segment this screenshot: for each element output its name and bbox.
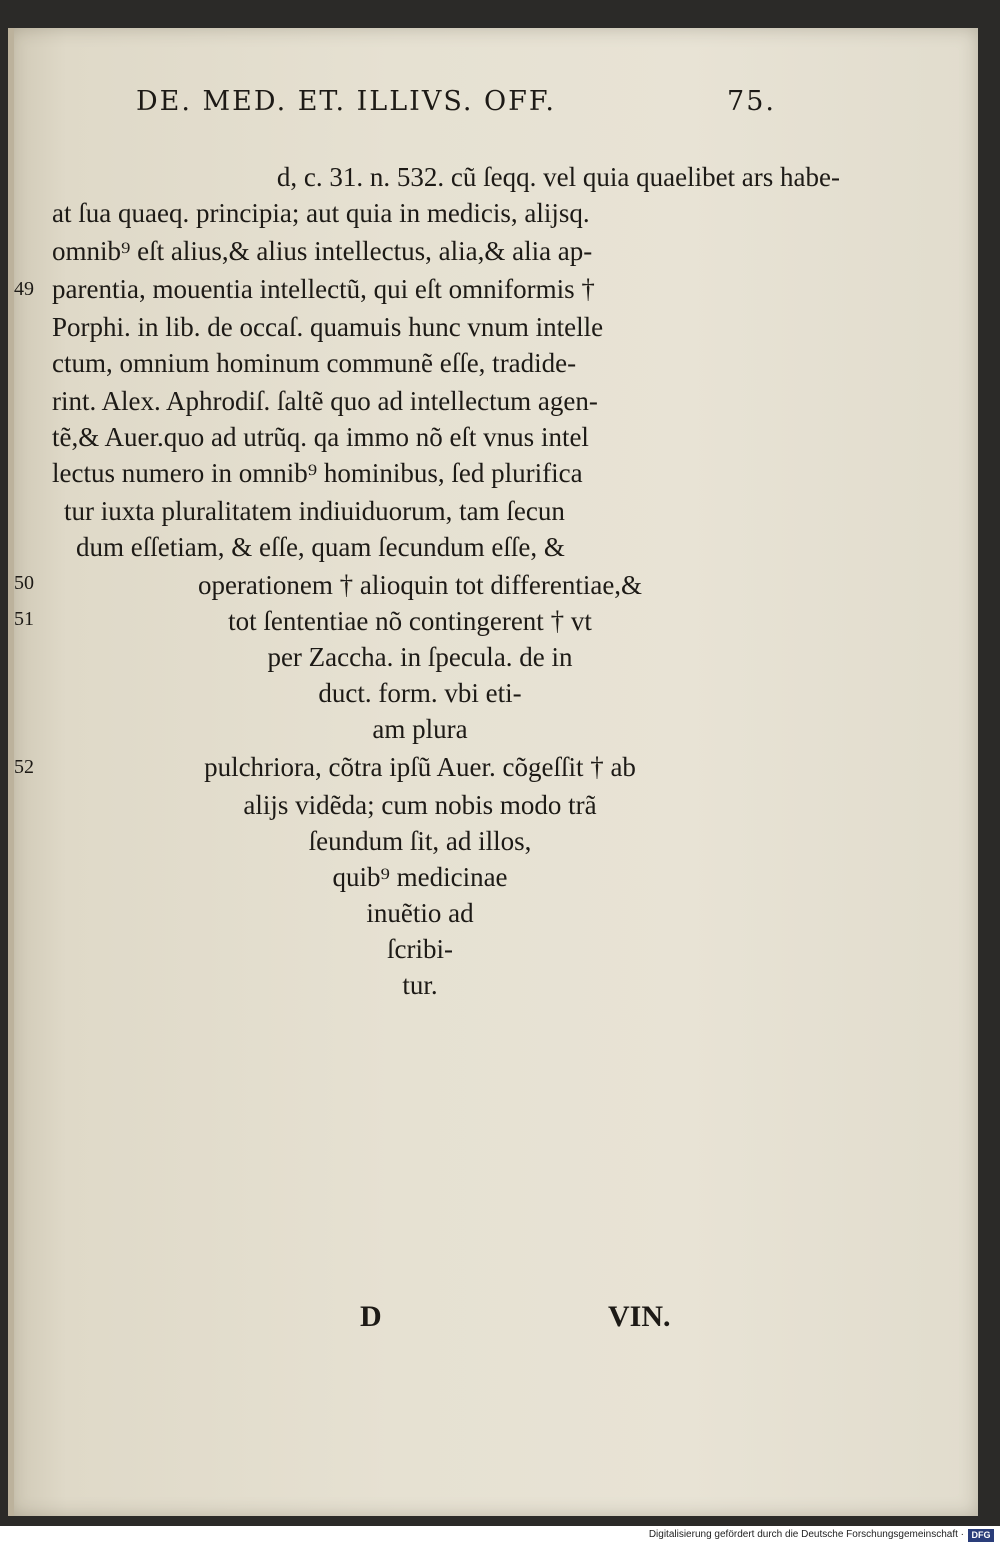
margin-number: 49: [14, 278, 34, 300]
text-line: parentia, mouentia intellectũ, qui eſt omniformis †: [52, 274, 595, 304]
signature-mark: D: [360, 1300, 382, 1333]
text-line: rint. Alex. Aphrodiſ. ſaltẽ quo ad intellectum agen-: [52, 386, 598, 416]
footer-credit: Digitalisierung gefördert durch die Deutsche Forschungsgemeinschaft ·: [648, 1529, 964, 1540]
text-line: duct. form. vbi eti-: [318, 678, 522, 708]
page-number: 75.: [727, 86, 776, 117]
text-line: dum eſſetiam, & eſſe, quam ſecundum eſſe, &: [76, 532, 565, 562]
text-line: omnib⁹ eſt alius,& alius intellectus, alia,& alia ap-: [52, 236, 593, 266]
text-line: tur iuxta pluralitatem indiuiduorum, tam ſecun: [64, 496, 565, 526]
catchword: VIN.: [608, 1300, 671, 1333]
margin-number: 50: [14, 572, 34, 594]
text-line: inuẽtio ad: [366, 898, 474, 928]
margin-number: 52: [14, 756, 34, 778]
text-line: ſeundum ſit, ad illos,: [308, 826, 532, 856]
text-line: lectus numero in omnib⁹ hominibus, ſed plurifica: [52, 458, 583, 488]
text-line: ſcribi-: [387, 934, 453, 964]
margin-number: 51: [14, 608, 34, 630]
text-line: at ſua quaeq. principia; aut quia in medicis, alijsq.: [52, 198, 590, 228]
text-line: pulchriora, cõtra ipſũ Auer. cõgeſſit † ab: [204, 752, 636, 782]
text-line: d, c. 31. n. 532. cũ ſeqq. vel quia quaelibet ars habe-: [276, 162, 840, 192]
dfg-logo: DFG: [968, 1529, 994, 1542]
digitization-footer: [0, 1526, 1000, 1546]
running-title: DE. MED. ET. ILLIVS. OFF.: [136, 86, 557, 117]
text-line: quib⁹ medicinae: [332, 862, 508, 892]
text-line: tur.: [402, 970, 438, 1000]
text-line: operationem † alioquin tot differentiae,&: [197, 570, 643, 600]
text-line: tot ſententiae nõ contingerent † vt: [228, 606, 592, 636]
text-line: ctum, omnium hominum communẽ eſſe, tradide-: [52, 348, 577, 378]
text-line: Porphi. in lib. de occaſ. quamuis hunc vnum intelle: [52, 312, 604, 342]
text-line: am plura: [372, 714, 468, 744]
text-line: alijs vidẽda; cum nobis modo trã: [243, 790, 597, 820]
text-line: per Zaccha. in ſpecula. de in: [267, 642, 573, 672]
text-line: tẽ,& Auer.quo ad utrũq. qa immo nõ eſt vnus intel: [52, 422, 589, 452]
